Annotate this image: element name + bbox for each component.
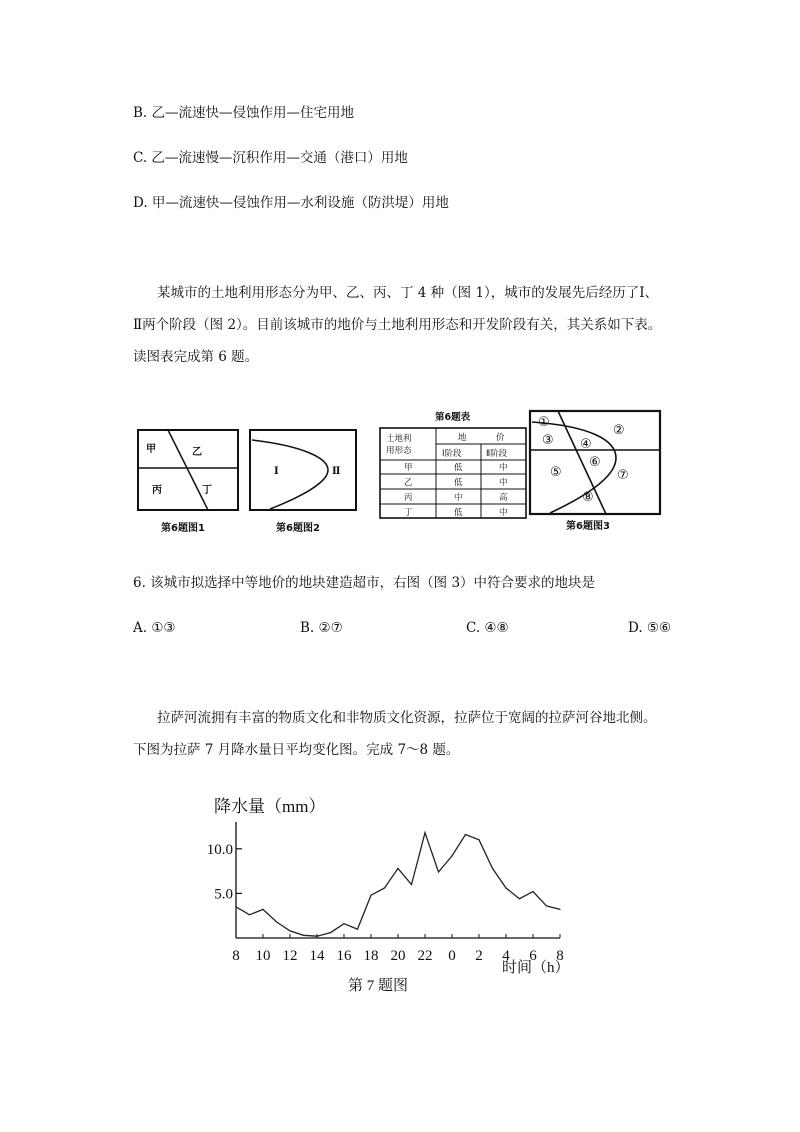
fig1-diagonal-divider bbox=[168, 430, 208, 510]
fig1-region-yi: 乙 bbox=[192, 447, 202, 458]
chart-x-tick-label: 2 bbox=[475, 948, 483, 964]
chart-x-tick-label: 14 bbox=[309, 948, 325, 964]
table6-cell-stage1: 中 bbox=[454, 493, 463, 503]
fig2-boundary-curve bbox=[252, 440, 328, 509]
q6-option-c: C. ④⑧ bbox=[466, 620, 509, 636]
q6-stem: 6. 该城市拟选择中等地价的地块建造超市，右图（图 3）中符合要求的地块是 bbox=[133, 575, 596, 591]
table6-cell-stage1: 低 bbox=[454, 478, 463, 488]
chart-x-tick-label: 8 bbox=[232, 948, 240, 964]
passage7-line1: 拉萨河流拥有丰富的物质文化和非物质文化资源，拉萨位于宽阔的拉萨河谷地北侧。 bbox=[157, 710, 657, 726]
chart-data-point bbox=[370, 895, 371, 896]
q5-option-b: B. 乙—流速快—侵蚀作用—住宅用地 bbox=[133, 105, 355, 121]
chart-data-point bbox=[276, 921, 277, 922]
precipitation-chart bbox=[200, 786, 600, 998]
fig3-plot-3: ③ bbox=[542, 433, 554, 448]
table6-cell-form: 丙 bbox=[404, 493, 413, 503]
chart-x-tick-label: 6 bbox=[529, 948, 537, 964]
chart-data-point bbox=[343, 923, 344, 924]
passage6-line2: Ⅱ两个阶段（图 2）。目前该城市的地价与土地利用形态和开发阶段有关，其关系如下表。 bbox=[133, 317, 662, 333]
table6-cell-stage2: 中 bbox=[499, 478, 508, 488]
q6-option-a: A. ①③ bbox=[133, 620, 176, 636]
table6-cell-form: 丁 bbox=[404, 508, 413, 518]
chart-data-point bbox=[235, 906, 236, 907]
figure-2 bbox=[248, 428, 360, 540]
chart-data-point bbox=[465, 834, 466, 835]
table6-cell-form: 甲 bbox=[404, 463, 413, 473]
chart-data-point bbox=[397, 868, 398, 869]
fig3-plot-5: ⑤ bbox=[550, 465, 562, 480]
chart-data-point bbox=[303, 935, 304, 936]
chart-data-point bbox=[316, 936, 317, 937]
chart-data-point bbox=[505, 887, 506, 888]
table6-header-form-2: 用形态 bbox=[386, 446, 412, 456]
table6-cell-form: 乙 bbox=[404, 478, 413, 488]
table6-cell-stage1: 低 bbox=[454, 508, 463, 518]
figure-3 bbox=[528, 408, 664, 534]
chart-y-tick-label: 5.0 bbox=[214, 886, 233, 903]
chart-data-point bbox=[478, 839, 479, 840]
chart-data-point bbox=[357, 928, 358, 929]
chart-data-point bbox=[451, 855, 452, 856]
chart-x-tick-label: 18 bbox=[363, 948, 379, 964]
table6-header-stage-1: Ⅰ阶段 bbox=[442, 449, 462, 459]
chart-data-point bbox=[411, 884, 412, 885]
chart-data-point bbox=[249, 914, 250, 915]
q6-option-d: D. ⑤⑥ bbox=[628, 620, 672, 636]
passage6-line3: 读图表完成第 6 题。 bbox=[133, 349, 259, 365]
q5-option-c: C. 乙—流速慢—沉积作用—交通（港口）用地 bbox=[133, 150, 408, 166]
chart-caption: 第 7 题图 bbox=[348, 978, 409, 994]
table6-title: 第6题表 bbox=[435, 412, 471, 423]
fig3-plot-1: ① bbox=[538, 415, 550, 430]
chart-x-axis-label: 时间（h） bbox=[502, 960, 570, 976]
chart-data-point bbox=[532, 891, 533, 892]
fig2-caption: 第6题图2 bbox=[276, 523, 320, 534]
table6-header-price-b: 价 bbox=[496, 433, 505, 443]
chart-x-tick-label: 0 bbox=[448, 948, 456, 964]
chart-x-tick-label: 12 bbox=[282, 948, 298, 964]
chart-x-tick-label: 4 bbox=[502, 948, 510, 964]
fig3-plot-8: ⑧ bbox=[582, 490, 594, 505]
chart-data-point bbox=[559, 909, 560, 910]
q6-option-b: B. ②⑦ bbox=[300, 620, 343, 636]
table6-header-stage-2: Ⅱ阶段 bbox=[486, 449, 508, 459]
passage6-line1: 某城市的土地利用形态分为甲、乙、丙、丁 4 种（图 1），城市的发展先后经历了Ⅰ、 bbox=[157, 285, 659, 301]
fig3-plot-6: ⑥ bbox=[589, 455, 601, 470]
chart-x-tick-label: 20 bbox=[390, 948, 406, 964]
fig3-plot-2: ② bbox=[613, 423, 625, 438]
fig3-plot-4: ④ bbox=[580, 437, 592, 452]
chart-y-tick-label: 10.0 bbox=[206, 841, 233, 858]
chart-data-point bbox=[384, 887, 385, 888]
chart-y-axis-label: 降水量（mm） bbox=[214, 797, 326, 816]
table6-cell-stage2: 高 bbox=[499, 493, 508, 503]
chart-x-tick-label: 22 bbox=[417, 948, 433, 964]
table6-header-form-1: 土地利 bbox=[386, 434, 412, 444]
chart-data-point bbox=[330, 932, 331, 933]
chart-data-point bbox=[424, 832, 425, 833]
chart-x-tick-label: 10 bbox=[255, 948, 271, 964]
table6-cell-stage2: 中 bbox=[499, 463, 508, 473]
chart-data-point bbox=[546, 905, 547, 906]
chart-x-tick-label: 8 bbox=[556, 948, 564, 964]
table-6 bbox=[378, 408, 528, 520]
fig1-caption: 第6题图1 bbox=[161, 523, 205, 534]
chart-data-point bbox=[262, 909, 263, 910]
fig1-region-jia: 甲 bbox=[146, 444, 156, 455]
table6-cell-stage2: 中 bbox=[499, 508, 508, 518]
passage7-line2: 下图为拉萨 7 月降水量日平均变化图。完成 7～8 题。 bbox=[133, 742, 460, 758]
table6-header-price-a: 地 bbox=[458, 433, 467, 443]
chart-series-line bbox=[236, 833, 560, 937]
chart-data-point bbox=[519, 898, 520, 899]
table6-cell-stage1: 低 bbox=[454, 463, 463, 473]
chart-data-point bbox=[438, 871, 439, 872]
chart-x-tick-label: 16 bbox=[336, 948, 352, 964]
q5-option-d: D. 甲—流速快—侵蚀作用—水利设施（防洪堤）用地 bbox=[133, 195, 449, 211]
figure-1 bbox=[136, 428, 242, 540]
chart-data-point bbox=[492, 868, 493, 869]
fig3-plot-7: ⑦ bbox=[617, 468, 629, 483]
fig1-region-bing: 丙 bbox=[152, 485, 162, 496]
fig2-label-stage-1: Ⅰ bbox=[274, 466, 279, 477]
chart-data-point bbox=[289, 930, 290, 931]
fig3-caption: 第6题图3 bbox=[566, 521, 610, 532]
fig2-label-stage-2: Ⅱ bbox=[332, 466, 341, 477]
fig1-region-ding: 丁 bbox=[202, 485, 212, 496]
